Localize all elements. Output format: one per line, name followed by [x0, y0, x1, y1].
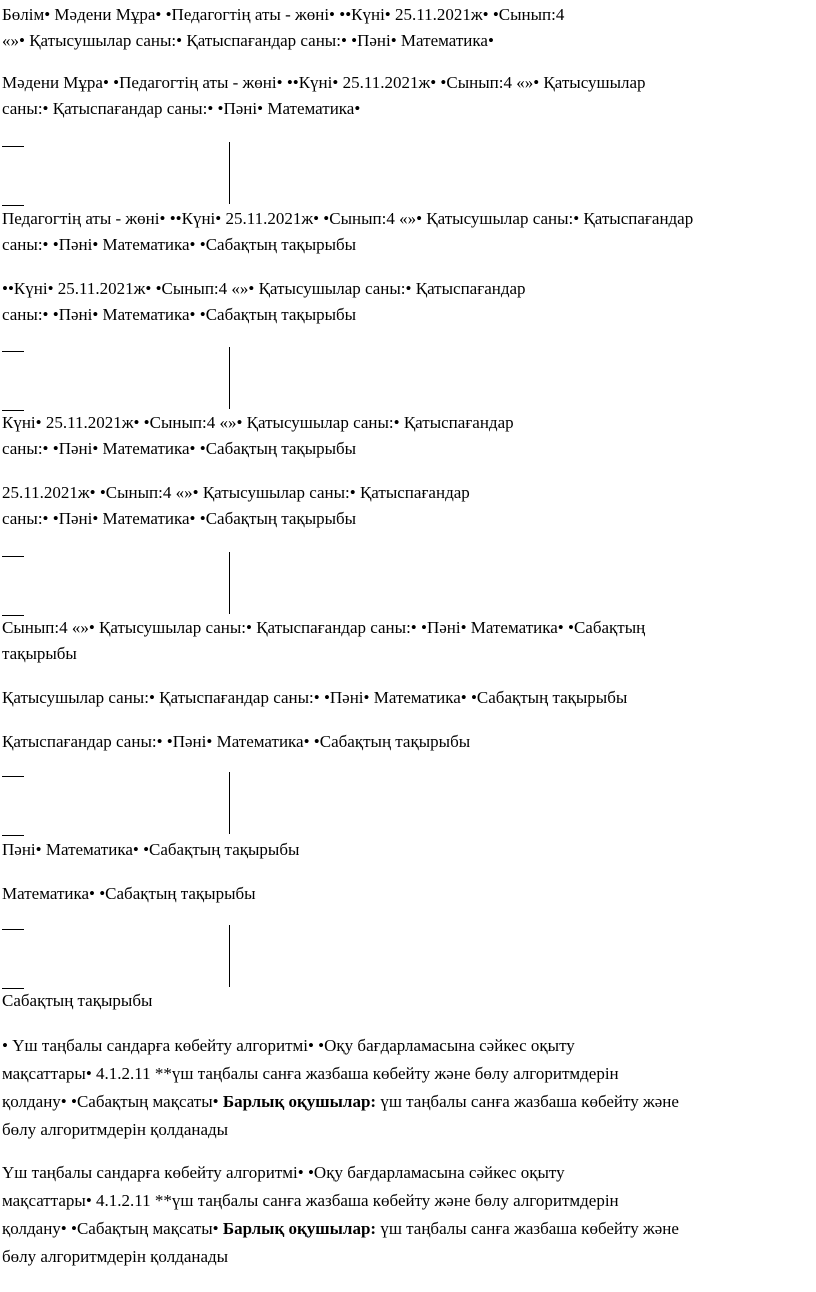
text-line [2, 1088, 812, 1116]
text-line: Үш таңбалы сандарға көбейту алгоритмі• •Оқу бағдарламасына сәйкес оқыту [2, 1163, 565, 1182]
text-line: Қатысушылар саны:• Қатыспағандар саны:• •Пәні• Математика• •Сабақтың тақырыбы [2, 688, 628, 707]
text-line: Мәдени Мұра• •Педагогтің аты - жөні• ••Күні• 25.11.2021ж• •Сынып:4 «»• Қатысушылар [2, 73, 646, 92]
text-line: саны:• Қатыспағандар саны:• •Пәні• Математика• [2, 99, 361, 118]
text-line: Сабақтың тақырыбы [2, 991, 153, 1010]
header-paragraph [2, 837, 812, 863]
header-paragraph [2, 729, 812, 755]
text-line: «»• Қатысушылар саны:• Қатыспағандар саны:• •Пәні• Математика• [2, 31, 494, 50]
header-paragraph [2, 988, 812, 1014]
text-line: саны:• •Пәні• Математика• •Сабақтың тақырыбы [2, 439, 357, 458]
text-line: • Үш таңбалы сандарға көбейту алгоритмі• •Оқу бағдарламасына сәйкес оқыту [2, 1036, 575, 1055]
text-line: бөлу алгоритмдерін қолданады [2, 1247, 229, 1266]
header-paragraph [2, 70, 812, 122]
table-cell-divider [0, 776, 240, 840]
text-line: бөлу алгоритмдерін қолданады [2, 1120, 229, 1139]
all-students-label: Барлық оқушылар: [222, 1219, 377, 1238]
text-line: саны:• •Пәні• Математика• •Сабақтың тақырыбы [2, 235, 357, 254]
text-line: мақсаттары• 4.1.2.11 **үш таңбалы санға жазбаша көбейту және бөлу алгоритмдерін [2, 1191, 619, 1210]
text-line: мақсаттары• 4.1.2.11 **үш таңбалы санға жазбаша көбейту және бөлу алгоритмдерін [2, 1064, 619, 1083]
text-line: саны:• •Пәні• Математика• •Сабақтың тақырыбы [2, 305, 357, 324]
text-line: Математика• •Сабақтың тақырыбы [2, 884, 256, 903]
text-line: Сынып:4 «»• Қатысушылар саны:• Қатыспағандар саны:• •Пәні• Математика• •Сабақтың [2, 618, 646, 637]
header-paragraph [2, 206, 812, 258]
text-line: Бөлім• Мәдени Мұра• •Педагогтің аты - жөні• ••Күні• 25.11.2021ж• •Сынып:4 [2, 5, 565, 24]
goal-label: қолдану• •Сабақтың мақсаты• [2, 1219, 223, 1238]
text-line: Пәні• Математика• •Сабақтың тақырыбы [2, 840, 300, 859]
header-paragraph [2, 685, 812, 711]
header-paragraph [2, 480, 812, 532]
text-line: Қатыспағандар саны:• •Пәні• Математика• •Сабақтың тақырыбы [2, 732, 471, 751]
text-line [2, 1215, 812, 1243]
goal-text: үш таңбалы санға жазбаша көбейту және [376, 1092, 679, 1111]
header-paragraph [2, 881, 812, 907]
header-paragraph [2, 410, 812, 462]
header-paragraph [2, 2, 812, 54]
table-cell-divider [0, 929, 240, 993]
all-students-label: Барлық оқушылар: [222, 1092, 377, 1111]
table-cell-divider [0, 146, 240, 210]
header-paragraph [2, 615, 812, 667]
text-line: Күні• 25.11.2021ж• •Сынып:4 «»• Қатысушылар саны:• Қатыспағандар [2, 413, 514, 432]
lesson-topic-paragraph [2, 1032, 812, 1144]
text-line: тақырыбы [2, 644, 77, 663]
header-paragraph [2, 276, 812, 328]
lesson-topic-paragraph [2, 1159, 812, 1271]
text-line: саны:• •Пәні• Математика• •Сабақтың тақырыбы [2, 509, 357, 528]
text-line: ••Күні• 25.11.2021ж• •Сынып:4 «»• Қатысушылар саны:• Қатыспағандар [2, 279, 526, 298]
table-cell-divider [0, 556, 240, 620]
text-line: Педагогтің аты - жөні• ••Күні• 25.11.2021ж• •Сынып:4 «»• Қатысушылар саны:• Қатыспағандар [2, 209, 694, 228]
table-cell-divider [0, 351, 240, 415]
goal-label: қолдану• •Сабақтың мақсаты• [2, 1092, 223, 1111]
text-line: 25.11.2021ж• •Сынып:4 «»• Қатысушылар саны:• Қатыспағандар [2, 483, 470, 502]
goal-text: үш таңбалы санға жазбаша көбейту және [376, 1219, 679, 1238]
